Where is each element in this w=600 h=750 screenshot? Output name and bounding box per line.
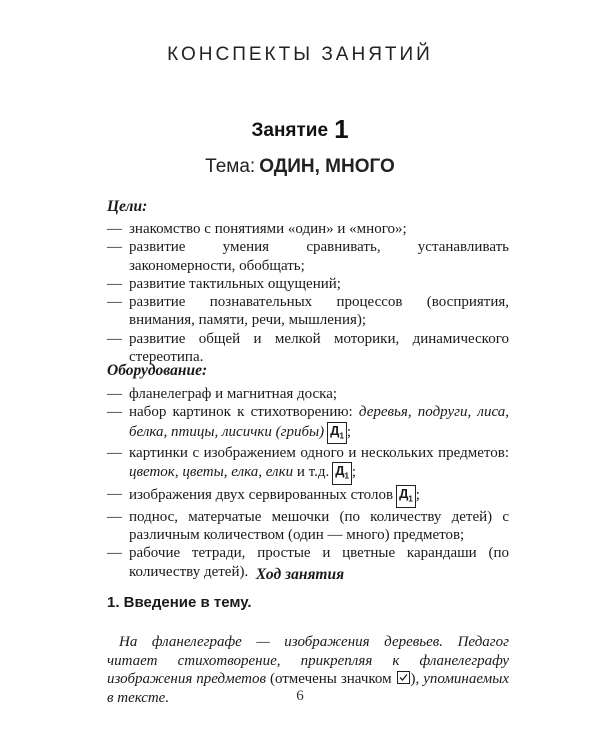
didactic-badge: $Д_1$ <box>332 462 352 485</box>
course-title: Ход занятия <box>255 566 345 583</box>
list-item: — изображения двух сервированных столов $Д_1$ ; <box>107 485 509 508</box>
equipment-list <box>107 385 509 581</box>
list-item: — знакомство с понятиями «один» и «много»; <box>107 221 407 237</box>
list-item: — картинки с изображением одного и нескольких предметов: цветок, цветы, елка, елки и т.д. $Д_1$ ; <box>107 444 509 485</box>
goals-label: Цели: <box>107 198 148 215</box>
list-item: — развитие познавательных процессов (восприятия, внимания, памяти, речи, мышления); <box>107 294 509 329</box>
lesson-number: 1 <box>334 114 349 144</box>
didactic-badge: $Д_1$ <box>396 485 416 508</box>
lesson-title <box>0 114 600 145</box>
list-item: — набор картинок к стихотворению: деревья, подруги, лиса, белка, птицы, лисички (грибы) $Д_1$ ; <box>107 403 509 444</box>
list-item: — развитие тактильных ощущений; <box>107 275 341 292</box>
theme-value: ОДИН, МНОГО <box>259 156 395 177</box>
checkbox-mark-icon <box>397 671 410 684</box>
didactic-badge: $Д_1$ <box>327 422 347 445</box>
theme-label: Тема: <box>205 156 256 177</box>
running-head: КОНСПЕКТЫ ЗАНЯТИЙ <box>167 44 433 65</box>
list-item: — развитие общей и мелкой моторики, динамического стереотипа. <box>107 330 509 366</box>
list-item: — фланелеграф и магнитная доска; <box>107 386 338 402</box>
list-item: — рабочие тетради, простые и цветные карандаши (по количеству детей). <box>107 545 509 580</box>
list-item: — поднос, матерчатые мешочки (по количеству детей) с различным количеством (один — много) предметов; <box>107 508 509 543</box>
lesson-title-word: Занятие <box>251 120 329 141</box>
page-number: 6 <box>296 688 304 704</box>
intro-paragraph: На фланелеграфе — изображения деревьев. Педагог читает стихотворение, прикрепляя к фланелеграфу изображения предметов (отмечены значком ), упоминаемых в тексте. <box>107 634 510 706</box>
goals-list <box>107 220 509 366</box>
list-item: — развитие умения сравнивать, устанавливать закономерности, обобщать; <box>107 239 509 274</box>
step-heading: 1. Введение в тему. <box>107 594 252 611</box>
lesson-theme <box>0 156 600 178</box>
equipment-label: Оборудование: <box>107 362 208 379</box>
